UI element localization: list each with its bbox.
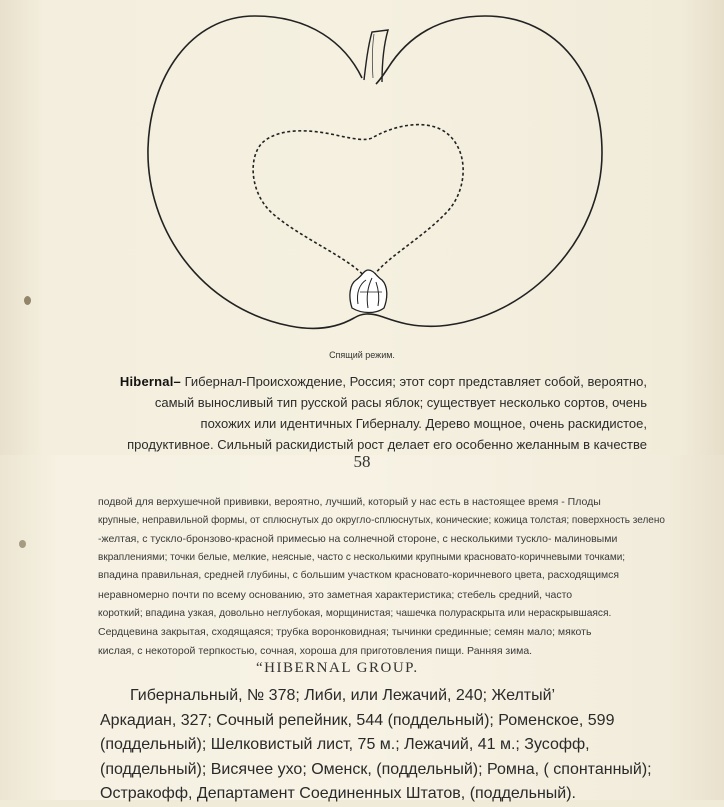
details-line: Сердцевина закрытая, сходящаяся; трубка воронковидная; тычинки срединные; семян мало; мякоть xyxy=(98,626,592,639)
paper-stain xyxy=(19,540,26,548)
details-line: вкраплениями; точки белые, мелкие, неясные, часто с несколькими крупными красновато-коричневыми точками; xyxy=(98,551,626,563)
figure-caption: Спящий режим. xyxy=(329,350,395,360)
details-line: впадина правильная, средней глубины, с большим участком красновато-коричневого цвета, расходящимся xyxy=(98,570,619,582)
apple-calyx xyxy=(350,270,387,313)
group-line: Аркадиан, 327; Сочный репейник, 544 (поддельный); Роменское, 599 xyxy=(100,711,615,729)
apple-stem-detail xyxy=(372,34,374,78)
description-line: продуктивное. Сильный раскидистый рост делает его особенно желанным в качестве xyxy=(127,437,647,452)
apple-core-outline xyxy=(253,125,463,278)
description-line: Hibernal– Гибернал-Происхождение, Россия; этот сорт представляет собой, вероятно, xyxy=(119,374,647,389)
variety-description xyxy=(62,371,647,455)
group-members xyxy=(100,684,652,807)
details-line: кислая, с некоторой терпкостью, сочная, хороша для приготовления пищи. Ранняя зима. xyxy=(98,644,533,657)
group-line: (поддельный); Шелковистый лист, 75 м.; Лежачий, 41 м.; Зусофф, xyxy=(100,736,590,753)
description-line: похожих или идентичных Гиберналу. Дерево мощное, очень раскидистое, xyxy=(200,416,647,431)
details-line: -желтая, с тускло-бронзово-красной примесью на солнечной стороне, с несколькими тускло- малиновыми xyxy=(98,533,618,546)
details-line: неравномерно почти по всему основанию, это заметная характеристика; стебель средний, часто xyxy=(98,588,573,601)
paper-stain xyxy=(24,296,31,305)
variety-name: Hibernal– xyxy=(119,374,181,389)
group-line: Гибернальный, № 378; Либи, или Лежачий, 240; Желтый’ xyxy=(130,687,556,704)
description-line: самый выносливый тип русской расы яблок; существует несколько сортов, очень xyxy=(154,395,647,410)
group-line: Остракофф, Департамент Соединенных Штатов, (поддельный). xyxy=(100,785,576,802)
apple-cross-section-illustration xyxy=(140,8,620,348)
fruit-details xyxy=(98,493,665,660)
details-line: крупные, неправильной формы, от сплюснутых до округло-сплюснутых, конические; кожица толстая; поверхность зелено xyxy=(98,514,665,526)
group-line: (поддельный); Висячее ухо; Оменск, (поддельный); Ромна, ( спонтанный); xyxy=(100,760,652,778)
group-title: “HIBERNAL GROUP. xyxy=(256,660,419,676)
details-line: подвой для верхушечной прививки, вероятно, лучший, который у нас есть в настоящее время - Плоды xyxy=(98,496,601,508)
page-number: 58 xyxy=(353,452,371,471)
details-line: короткий; впадина узкая, довольно неглубокая, морщинистая; чашечка полураскрыта или нераскрывшаяся. xyxy=(98,607,612,619)
